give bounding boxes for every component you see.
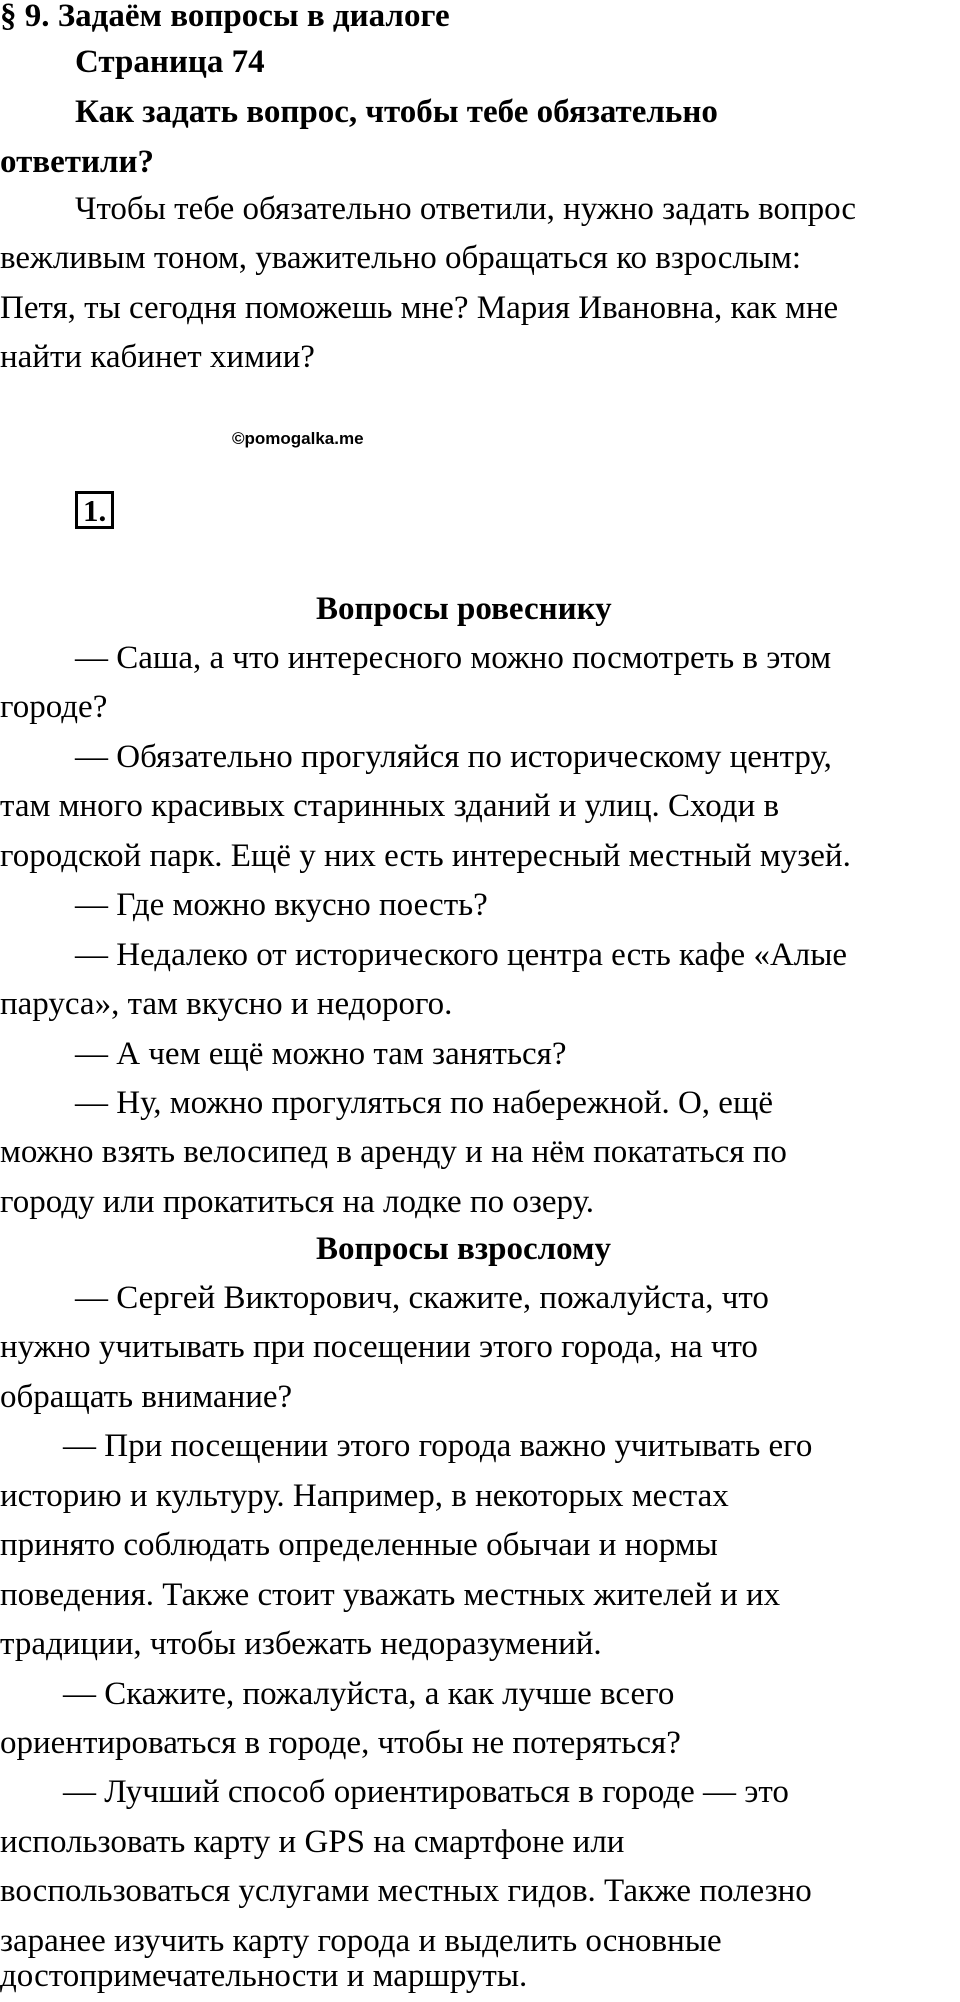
dialog-line: паруса», там вкусно и недорого. [0, 986, 453, 1022]
dialog-line: — Лучший способ ориентироваться в городе — это [63, 1774, 789, 1810]
peer-section-heading: Вопросы ровеснику [316, 591, 612, 627]
dialog-line: — Скажите, пожалуйста, а как лучше всего [63, 1676, 675, 1712]
dialog-line: — Где можно вкусно поесть? [75, 887, 488, 923]
dialog-line: — Ну, можно прогуляться по набережной. О, ещё [75, 1085, 774, 1121]
dialog-line: традиции, чтобы избежать недоразумений. [0, 1626, 602, 1662]
dialog-line: заранее изучить карту города и выделить основные [0, 1923, 722, 1959]
dialog-line: городу или прокатиться на лодке по озеру. [0, 1184, 595, 1220]
dialog-line: — А чем ещё можно там заняться? [75, 1036, 567, 1072]
question-heading-line-1: Как задать вопрос, чтобы тебе обязательно [75, 94, 718, 130]
dialog-line: — Сергей Викторович, скажите, пожалуйста, что [75, 1280, 769, 1316]
dialog-line: — При посещении этого города важно учитывать его [63, 1428, 813, 1464]
watermark: ©pomogalka.me [232, 429, 364, 448]
dialog-line: городской парк. Ещё у них есть интересный местный музей. [0, 838, 851, 874]
dialog-line: можно взять велосипед в аренду и на нём покататься по [0, 1134, 787, 1170]
dialog-line: городе? [0, 689, 108, 725]
dialog-line: там много красивых старинных зданий и улиц. Сходи в [0, 788, 780, 824]
dialog-line: воспользоваться услугами местных гидов. Также полезно [0, 1873, 812, 1909]
dialog-line: историю и культуру. Например, в некоторых местах [0, 1478, 729, 1514]
section-title: § 9. Задаём вопросы в диалоге [0, 0, 450, 34]
page-label: Страница 74 [75, 44, 265, 80]
question-heading-line-2: ответили? [0, 144, 154, 180]
task-number-box: 1. [75, 491, 114, 529]
dialog-line: — Саша, а что интересного можно посмотреть в этом [75, 640, 832, 676]
intro-line: найти кабинет химии? [0, 339, 315, 375]
dialog-line: поведения. Также стоит уважать местных жителей и их [0, 1577, 781, 1613]
intro-line: вежливым тоном, уважительно обращаться ко взрослым: [0, 240, 802, 276]
dialog-line: — Недалеко от исторического центра есть кафе «Алые [75, 937, 848, 973]
dialog-line: принято соблюдать определенные обычаи и нормы [0, 1527, 718, 1563]
intro-line: Чтобы тебе обязательно ответили, нужно задать вопрос [75, 191, 857, 227]
dialog-line: ориентироваться в городе, чтобы не потеряться? [0, 1725, 681, 1761]
dialog-line: — Обязательно прогуляйся по историческому центру, [75, 739, 832, 775]
intro-line: Петя, ты сегодня поможешь мне? Мария Ивановна, как мне [0, 290, 839, 326]
dialog-line: нужно учитывать при посещении этого города, на что [0, 1329, 758, 1365]
dialog-line: обращать внимание? [0, 1379, 293, 1415]
adult-section-heading: Вопросы взрослому [316, 1231, 611, 1267]
dialog-line: использовать карту и GPS на смартфоне или [0, 1824, 625, 1860]
dialog-line: достопримечательности и маршруты. [0, 1958, 528, 1994]
